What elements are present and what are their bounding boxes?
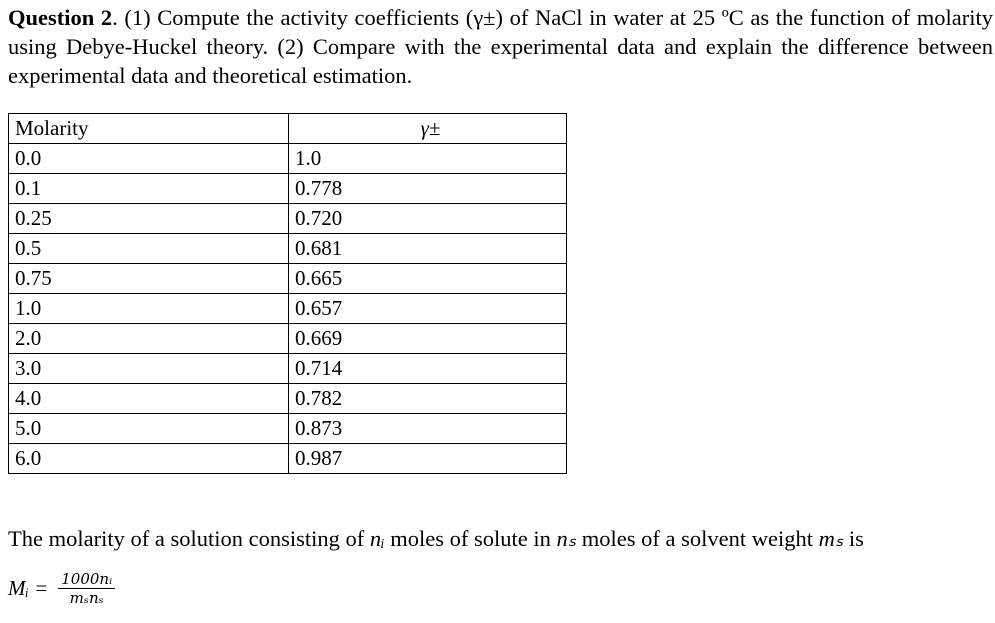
header-molarity: Molarity: [9, 114, 289, 144]
molarity-cell: 5.0: [9, 414, 289, 444]
question-label: Question 2: [8, 5, 113, 30]
molarity-cell: 0.25: [9, 204, 289, 234]
molarity-cell: 1.0: [9, 294, 289, 324]
molarity-paragraph: The molarity of a solution consisting of nᵢ moles of solute in nₛ moles of a solvent weight mₛ is: [8, 526, 864, 551]
question-body: . (1) Compute the activity coefficients (γ±) of NaCl in water at 25 ºC as the function of molarity using Debye-Huckel theory. (2) Compare with the experimental data and explain the difference between experimental data and theoretical estimation.: [8, 5, 994, 88]
activity-table: [8, 113, 567, 474]
equation-lhs: Mᵢ =: [8, 576, 49, 600]
equation-numerator: 1000nᵢ: [61, 570, 113, 588]
gamma-cell: 0.714: [289, 354, 567, 384]
molarity-cell: 0.0: [9, 144, 289, 174]
question-text: [8, 3, 993, 90]
gamma-cell: 0.987: [289, 444, 567, 474]
table-row: [9, 264, 567, 294]
table-row: [9, 204, 567, 234]
equation-denominator: mₛnₛ: [69, 589, 104, 607]
molarity-equation: [8, 570, 115, 607]
molarity-cell: 6.0: [9, 444, 289, 474]
table-row: [9, 324, 567, 354]
table-row: [9, 354, 567, 384]
molarity-cell: 0.75: [9, 264, 289, 294]
table-row: [9, 294, 567, 324]
table-row: [9, 384, 567, 414]
table-row: [9, 234, 567, 264]
molarity-cell: 0.1: [9, 174, 289, 204]
table-row: [9, 144, 567, 174]
molarity-cell: 2.0: [9, 324, 289, 354]
gamma-cell: 0.778: [289, 174, 567, 204]
gamma-cell: 0.681: [289, 234, 567, 264]
gamma-cell: 0.782: [289, 384, 567, 414]
molarity-cell: 0.5: [9, 234, 289, 264]
gamma-cell: 0.657: [289, 294, 567, 324]
table-row: [9, 174, 567, 204]
gamma-cell: 0.873: [289, 414, 567, 444]
table-row: [9, 414, 567, 444]
gamma-cell: 0.720: [289, 204, 567, 234]
gamma-cell: 1.0: [289, 144, 567, 174]
gamma-cell: 0.669: [289, 324, 567, 354]
molarity-cell: 4.0: [9, 384, 289, 414]
gamma-cell: 0.665: [289, 264, 567, 294]
molarity-cell: 3.0: [9, 354, 289, 384]
table-row: [9, 444, 567, 474]
header-gamma: γ±: [289, 114, 567, 144]
